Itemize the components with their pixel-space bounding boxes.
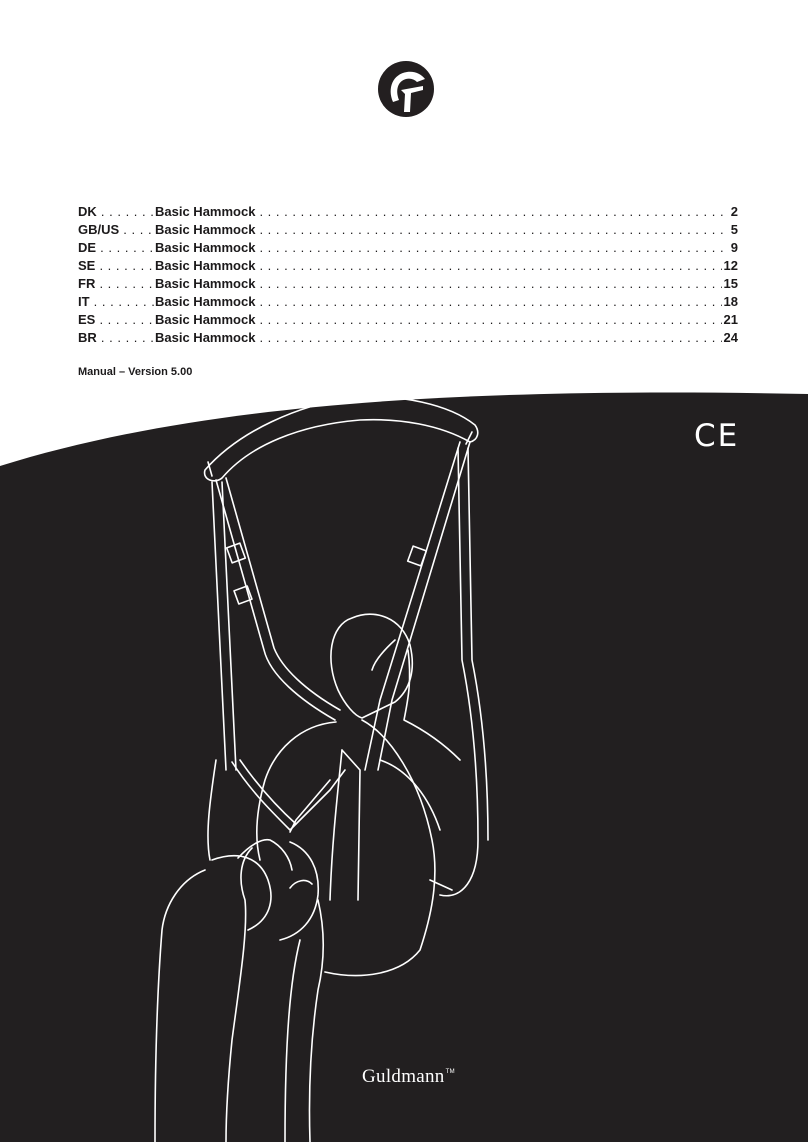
toc-page-number: 18: [723, 294, 738, 309]
toc-title: Basic Hammock: [155, 222, 256, 237]
toc-page-number: 12: [723, 258, 738, 273]
manual-version-label: Manual – Version 5.00: [78, 366, 193, 378]
toc-language-code: DE . . .: [78, 239, 155, 257]
toc-title: Basic Hammock: [155, 294, 256, 309]
toc-page-number: 21: [723, 312, 738, 327]
toc-language-code: SE . . .: [78, 257, 155, 275]
toc-language-code: FR . . .: [78, 275, 155, 293]
toc-page-number: 9: [730, 240, 738, 255]
toc-title: Basic Hammock: [155, 204, 256, 219]
toc-language-code: DK . . .: [78, 203, 155, 221]
brand-name: Guldmann: [362, 1066, 445, 1087]
toc-title: Basic Hammock: [155, 330, 256, 345]
toc-language-code: GB/US . . .: [78, 221, 155, 239]
toc-title: Basic Hammock: [155, 258, 256, 273]
toc-language-code: BR . . .: [78, 329, 155, 347]
toc-page-number: 5: [730, 222, 738, 237]
toc-title: Basic Hammock: [155, 240, 256, 255]
toc-language-code: IT . . .: [78, 293, 155, 311]
guldmann-brand-wordmark: [362, 1066, 455, 1088]
ce-conformity-mark: CE: [694, 418, 740, 454]
trademark-symbol: TM: [445, 1069, 455, 1075]
toc-title: Basic Hammock: [155, 312, 256, 327]
toc-language-code: ES . . .: [78, 311, 155, 329]
toc-page-number: 15: [723, 276, 738, 291]
toc-page-number: 24: [723, 330, 738, 345]
toc-page-number: 2: [730, 204, 738, 219]
toc-title: Basic Hammock: [155, 276, 256, 291]
